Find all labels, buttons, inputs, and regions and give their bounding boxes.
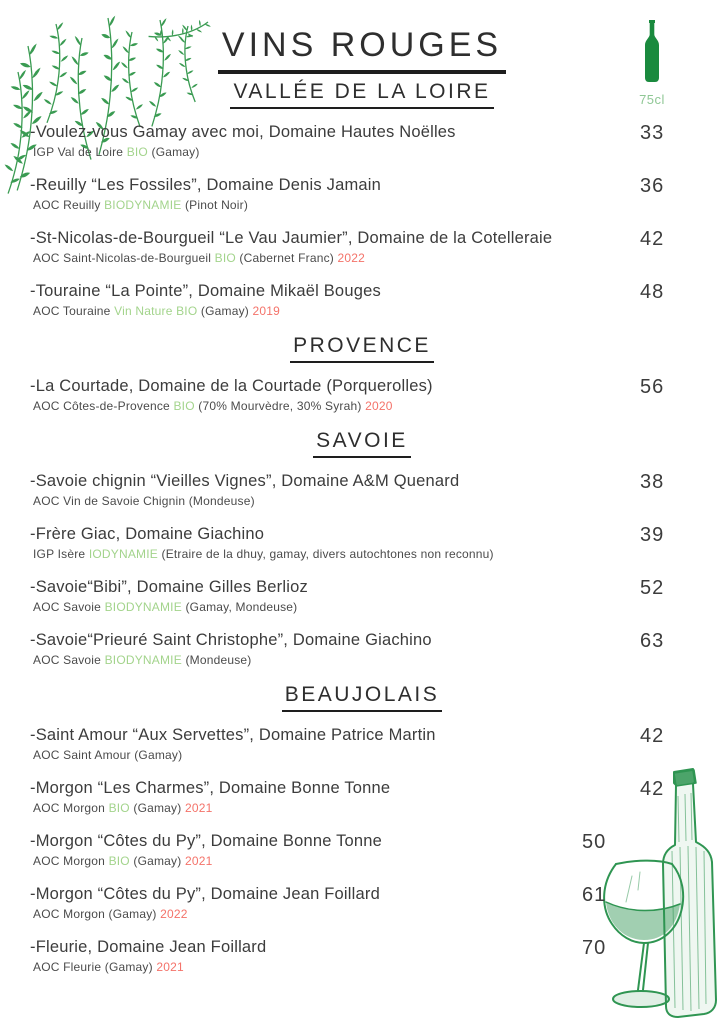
grape-text: (70% Mourvèdre, 30% Syrah) — [194, 399, 366, 413]
section-entries — [0, 471, 724, 668]
wine-name: -Savoie chignin “Vieilles Vignes”, Domaine A&M Quenard — [30, 472, 460, 490]
bio-label: BIODYNAMIE — [104, 198, 182, 212]
vintage-year: 2021 — [184, 801, 213, 815]
wine-detail — [30, 145, 640, 160]
wine-price: 48 — [640, 281, 665, 303]
grape-text: (Gamay) — [147, 145, 200, 159]
bio-label: BIO — [108, 801, 130, 815]
grape-text: (Cabernet Franc) — [235, 251, 338, 265]
wine-entry — [30, 524, 724, 562]
appellation-text: AOC Morgon — [33, 801, 109, 815]
grape-text: (Pinot Noir) — [181, 198, 249, 212]
section-header-beaujolais: BEAUJOLAIS — [282, 683, 443, 712]
wine-name: -Savoie“Bibi”, Domaine Gilles Berlioz — [30, 578, 308, 596]
grape-text: (Gamay) — [197, 304, 253, 318]
wine-entry — [30, 577, 724, 615]
wine-detail — [30, 960, 582, 975]
wine-entry — [30, 281, 724, 319]
grape-text: (Gamay) — [129, 854, 185, 868]
wine-detail — [30, 748, 640, 763]
volume-label: 75cl — [639, 92, 665, 107]
appellation-text: IGP Val de Loire — [33, 145, 127, 159]
wine-detail — [30, 907, 582, 922]
wine-name: -Voulez-vous Gamay avec moi, Domaine Hautes Noëlles — [30, 123, 456, 141]
wine-name: -Savoie“Prieuré Saint Christophe”, Domaine Giachino — [30, 631, 432, 649]
wine-detail — [30, 198, 640, 213]
section-entries — [0, 725, 724, 975]
appellation-text: AOC Vin de Savoie Chignin (Mondeuse) — [33, 494, 255, 508]
grape-text: (Gamay) — [129, 801, 185, 815]
wine-price: 56 — [640, 376, 665, 398]
wine-detail — [30, 494, 640, 509]
wine-detail — [30, 653, 640, 668]
wine-detail — [30, 399, 640, 414]
appellation-text: AOC Reuilly — [33, 198, 105, 212]
wine-name: -Frère Giac, Domaine Giachino — [30, 525, 265, 543]
page-title: VINS ROUGES — [218, 26, 506, 74]
appellation-text: AOC Savoie — [33, 600, 105, 614]
wine-price: 39 — [640, 524, 665, 546]
grape-text: (Gamay, Mondeuse) — [181, 600, 298, 614]
appellation-text: AOC Saint-Nicolas-de-Bourgueil — [33, 251, 215, 265]
wine-name: -Reuilly “Les Fossiles”, Domaine Denis Jamain — [30, 176, 382, 194]
wine-entry — [30, 228, 724, 266]
wine-name: -Morgon “Les Charmes”, Domaine Bonne Tonne — [30, 779, 391, 797]
wine-price: 50 — [582, 831, 607, 853]
wine-entry — [30, 122, 724, 160]
grape-text: (Etraire de la dhuy, gamay, divers autochtones non reconnu) — [157, 547, 494, 561]
wine-entry — [30, 884, 724, 922]
wine-name: -Morgon “Côtes du Py”, Domaine Jean Foillard — [30, 885, 380, 903]
wine-detail — [30, 251, 640, 266]
appellation-text: AOC Morgon (Gamay) — [33, 907, 161, 921]
wine-detail — [30, 600, 640, 615]
bio-label: BIODYNAMIE — [104, 600, 182, 614]
wine-entry — [30, 175, 724, 213]
wine-price: 42 — [640, 228, 665, 250]
wine-entry — [30, 831, 724, 869]
section-entries — [0, 376, 724, 414]
appellation-text: AOC Fleurie (Gamay) — [33, 960, 157, 974]
wine-entry — [30, 376, 724, 414]
wine-entry — [30, 937, 724, 975]
bio-label: IODYNAMIE — [88, 547, 158, 561]
appellation-text: AOC Savoie — [33, 653, 105, 667]
wine-price: 52 — [640, 577, 665, 599]
wine-entry — [30, 630, 724, 668]
wine-price: 42 — [640, 725, 665, 747]
vintage-year: 2020 — [365, 399, 393, 413]
section-entries — [0, 122, 724, 319]
wine-price: 70 — [582, 937, 607, 959]
wine-price: 33 — [640, 122, 665, 144]
wine-name: -Touraine “La Pointe”, Domaine Mikaël Bouges — [30, 282, 381, 300]
wine-price: 38 — [640, 471, 665, 493]
wine-entry — [30, 725, 724, 763]
appellation-text: AOC Touraine — [33, 304, 115, 318]
wine-detail — [30, 854, 582, 869]
appellation-text: AOC Saint Amour (Gamay) — [33, 748, 183, 762]
wine-detail — [30, 547, 640, 562]
wine-detail — [30, 304, 640, 319]
section-header-provence: PROVENCE — [290, 334, 434, 363]
section-header-vallee-de-la-loire: VALLÉE DE LA LOIRE — [230, 80, 493, 109]
vintage-year: 2022 — [337, 251, 366, 265]
vintage-year: 2021 — [184, 854, 213, 868]
vintage-year: 2022 — [160, 907, 188, 921]
wine-price: 36 — [640, 175, 665, 197]
wine-price: 61 — [582, 884, 607, 906]
wine-detail — [30, 801, 640, 816]
bio-label: BIODYNAMIE — [104, 653, 182, 667]
wine-entry — [30, 471, 724, 509]
wine-price: 42 — [640, 778, 665, 800]
wine-name: -Fleurie, Domaine Jean Foillard — [30, 938, 267, 956]
wine-name: -Morgon “Côtes du Py”, Domaine Bonne Tonne — [30, 832, 383, 850]
bio-label: BIO — [214, 251, 236, 265]
appellation-text: IGP Isère — [33, 547, 89, 561]
appellation-text: AOC Côtes-de-Provence — [33, 399, 174, 413]
wine-price: 63 — [640, 630, 665, 652]
wine-name: -La Courtade, Domaine de la Courtade (Porquerolles) — [30, 377, 433, 395]
bio-label: Vin Nature BIO — [114, 304, 198, 318]
section-header-savoie: SAVOIE — [313, 429, 411, 458]
wine-name: -Saint Amour “Aux Servettes”, Domaine Patrice Martin — [30, 726, 436, 744]
vintage-year: 2019 — [252, 304, 281, 318]
bio-label: BIO — [126, 145, 148, 159]
bio-label: BIO — [173, 399, 195, 413]
vintage-year: 2021 — [156, 960, 184, 974]
wine-name: -St-Nicolas-de-Bourgueil “Le Vau Jaumier”, Domaine de la Cotelleraie — [30, 229, 553, 247]
wine-entry — [30, 778, 724, 816]
grape-text: (Mondeuse) — [181, 653, 252, 667]
bio-label: BIO — [108, 854, 130, 868]
appellation-text: AOC Morgon — [33, 854, 109, 868]
